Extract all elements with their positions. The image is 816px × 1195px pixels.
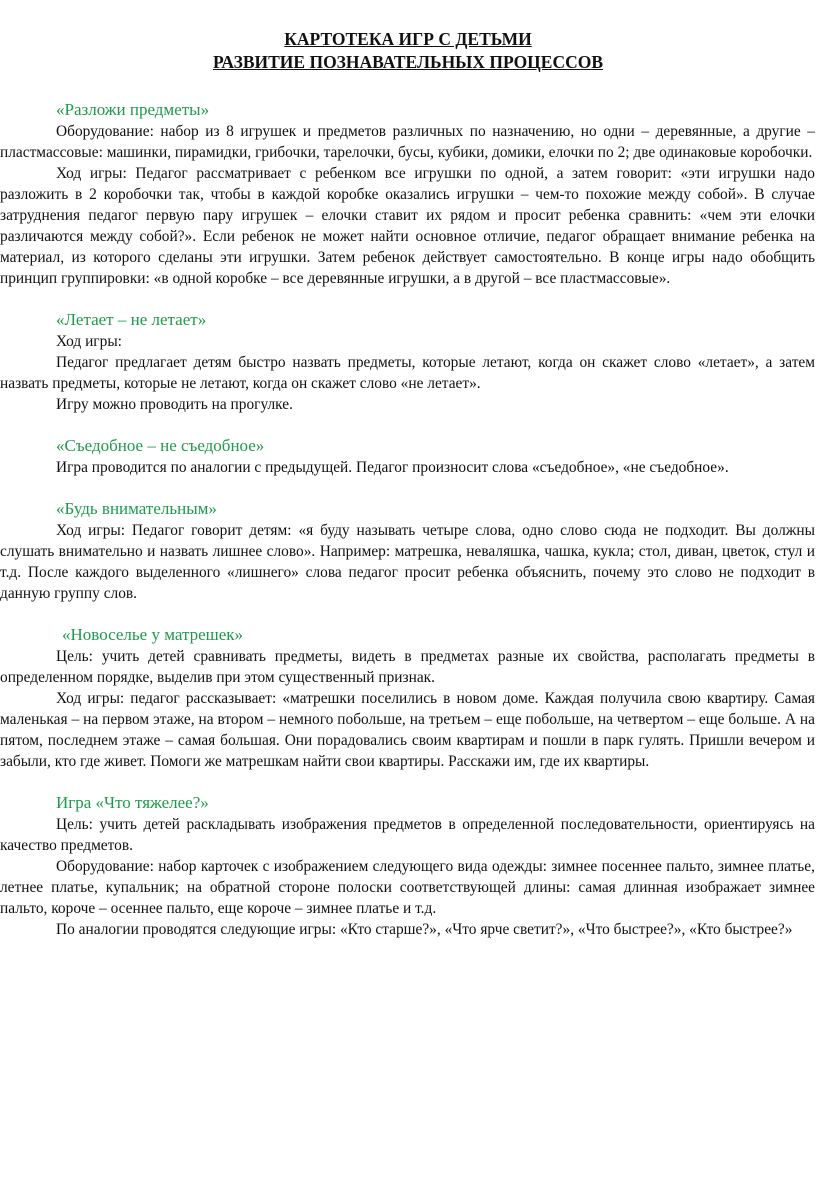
section-heading: «Съедобное – не съедобное»: [56, 436, 265, 455]
paragraph: Ход игры: Педагог рассматривает с ребенком все игрушки по одной, а затем говорит: «эти игрушки надо разложить в 2 коробочки так, чтобы в каждой коробке оказались игрушки – чем-то похожие между собой». В случае затруднения педагог первую пару игрушек – елочки ставит их рядом и просит ребенка сравнить: «чем эти елочки различаются между собой?». Если ребенок не может найти основное отличие, педагог обращает внимание ребенка на материал, из которого сделаны эти игрушки. Затем ребенок действует самостоятельно. В конце игры надо обобщить принцип группировки: «в одной коробке – все деревянные игрушки, а в другой – все пластмассовые».: [0, 165, 815, 287]
paragraph: Ход игры:: [56, 333, 122, 350]
section-heading: «Новоселье у матрешек»: [62, 625, 244, 644]
section-razlozhi-predmety: [0, 99, 816, 289]
paragraph: Оборудование: набор из 8 игрушек и предметов различных по назначению, но одни – деревянные, а другие – пластмассовые: машинки, пирамидки, грибочки, тарелочки, бусы, кубики, домики, елочки по 2; две одинаковые коробочки.: [0, 123, 815, 161]
paragraph: Цель: учить детей раскладывать изображения предметов в определенной последовательности, ориентируясь на качество предметов.: [0, 816, 815, 854]
paragraph: По аналогии проводятся следующие игры: «Кто старше?», «Что ярче светит?», «Что быстрее?», «Кто быстрее?»: [56, 921, 793, 938]
section-bud-vnimatelnym: [0, 498, 816, 604]
section-novosele-u-matreshek: [0, 624, 816, 772]
document-title-line-2: РАЗВИТИЕ ПОЗНАВАТЕЛЬНЫХ ПРОЦЕССОВ: [212, 52, 604, 72]
paragraph: Педагог предлагает детям быстро назвать предметы, которые летают, когда он скажет слово «летает», а затем назвать предметы, которые не летают, когда он скажет слово «не летает».: [0, 354, 815, 392]
paragraph: Цель: учить детей сравнивать предметы, видеть в предметах разные их свойства, располагать предметы в определенном порядке, выделив при этом существенный признак.: [0, 648, 815, 686]
section-heading: Игра «Что тяжелее?»: [56, 793, 209, 812]
paragraph: Игру можно проводить на прогулке.: [56, 396, 293, 413]
paragraph: Игра проводится по аналогии с предыдущей. Педагог произносит слова «съедобное», «не съедобное».: [56, 459, 729, 476]
section-heading: «Летает – не летает»: [56, 310, 207, 329]
paragraph: Ход игры: Педагог говорит детям: «я буду называть четыре слова, одно слово сюда не подходит. Вы должны слушать внимательно и назвать лишнее слово». Например: матрешка, неваляшка, чашка, кукла; стол, диван, цветок, стул и т.д. После каждого выделенного «лишнего» слова педагог просит ребенка объяснить, почему это слово не подходит в данную группу слов.: [0, 522, 815, 602]
section-heading: «Разложи предметы»: [56, 100, 210, 119]
document-title-line-1: КАРТОТЕКА ИГР С ДЕТЬМИ: [284, 29, 532, 49]
section-chto-tyazhelee: [0, 792, 816, 940]
section-heading: «Будь внимательным»: [56, 499, 217, 518]
section-letaet-ne-letaet: [0, 309, 816, 415]
section-sedobnoe: [0, 435, 816, 478]
paragraph: Оборудование: набор карточек с изображением следующего вида одежды: зимнее посеннее пальто, зимнее платье, летнее платье, купальник; на обратной стороне полоски соответствующей длины: самая длинная изображает зимнее пальто, короче – осеннее пальто, еще короче – зимнее платье и т.д.: [0, 858, 815, 917]
paragraph: Ход игры: педагог рассказывает: «матрешки поселились в новом доме. Каждая получила свою квартиру. Самая маленькая – на первом этаже, на втором – немного побольше, на третьем – еще побольше, на четвертом – еще больше. А на пятом, последнем этаже – самая большая. Они порадовались своим квартирам и пошли в парк гулять. Пришли вечером и забыли, кто где живет. Помоги же матрешкам найти свои квартиры. Расскажи им, где их квартиры.: [0, 690, 815, 770]
